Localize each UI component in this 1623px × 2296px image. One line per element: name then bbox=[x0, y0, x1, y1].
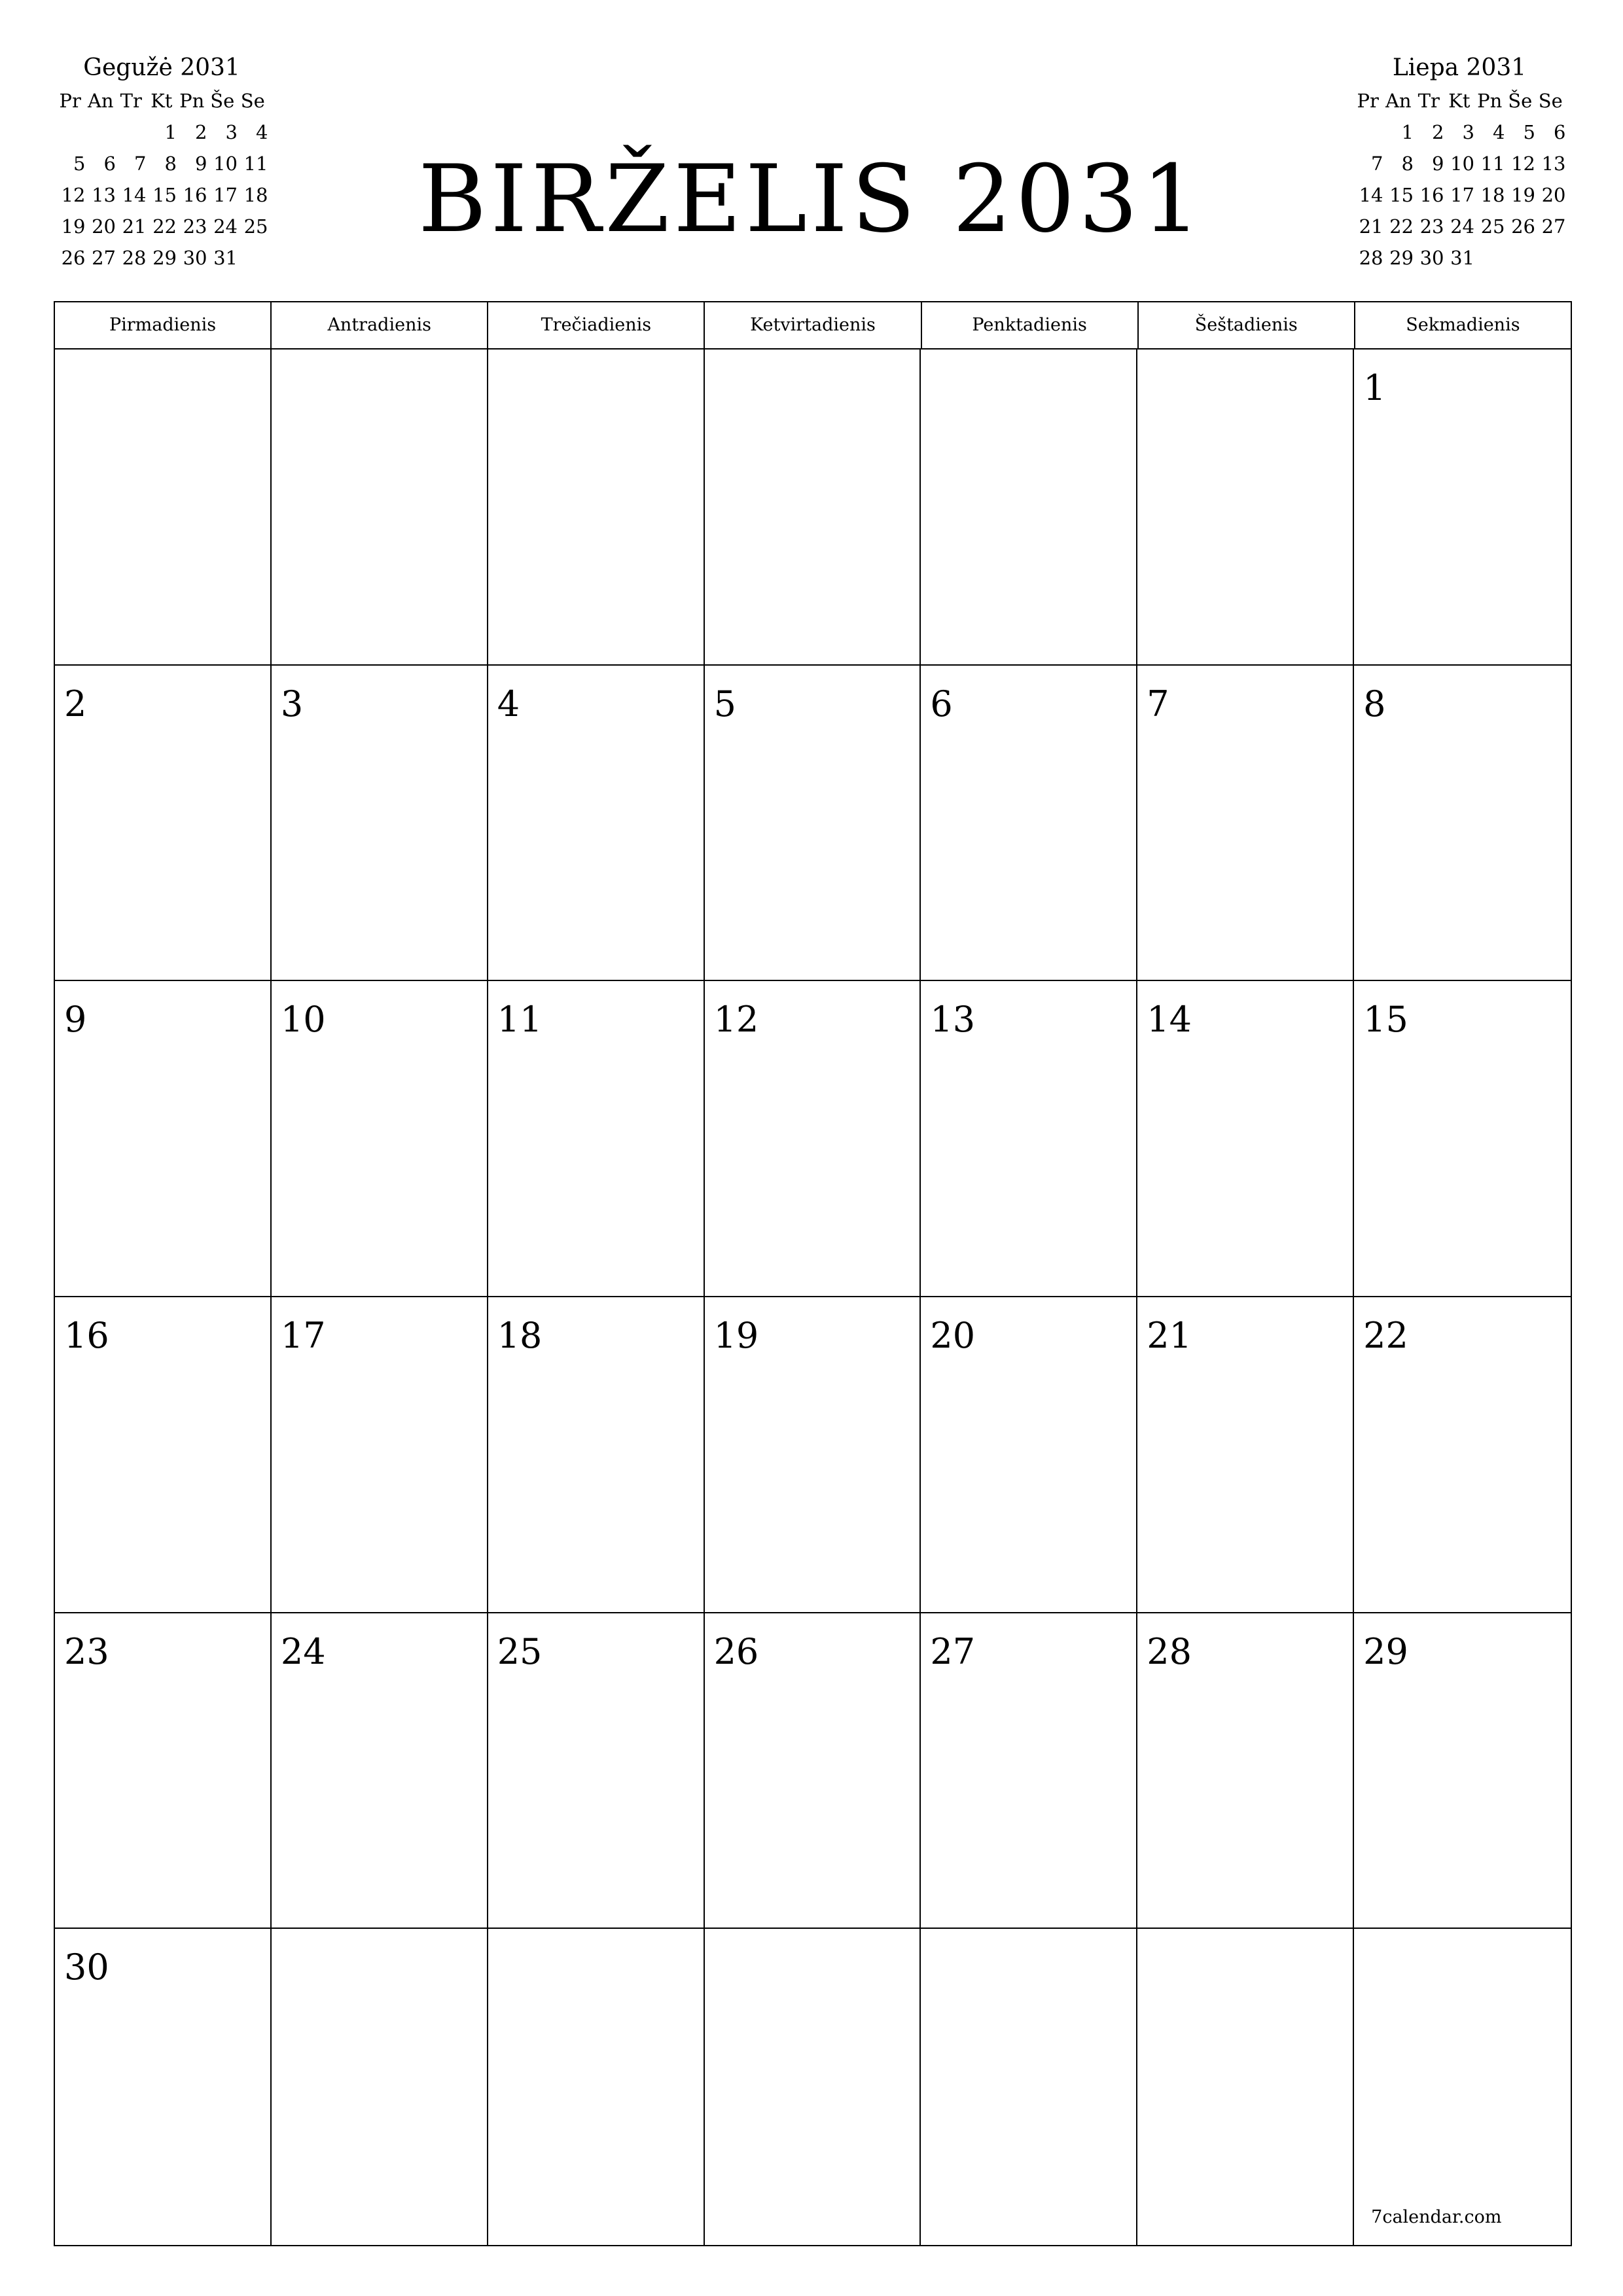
mini-day-number: 8 bbox=[1401, 152, 1414, 175]
day-cell[interactable] bbox=[488, 981, 705, 1297]
mini-day-number: 3 bbox=[225, 121, 238, 143]
weekday-header: Ketvirtadienis bbox=[705, 302, 921, 348]
mini-day-number: 31 bbox=[213, 247, 238, 269]
day-cell[interactable] bbox=[488, 350, 705, 666]
mini-day-number: 13 bbox=[1541, 152, 1566, 175]
mini-day-number: 31 bbox=[1450, 247, 1474, 269]
day-cell[interactable] bbox=[705, 350, 921, 666]
mini-day-number: 14 bbox=[1359, 184, 1383, 206]
mini-day-number: 28 bbox=[1359, 247, 1383, 269]
weekday-header: Trečiadienis bbox=[488, 302, 705, 348]
mini-day-number bbox=[1353, 117, 1383, 148]
day-number: 12 bbox=[713, 999, 759, 1041]
mini-weekday-label: Tr bbox=[1418, 90, 1440, 112]
mini-weekday-label: Tr bbox=[120, 90, 142, 112]
day-cell[interactable] bbox=[1137, 350, 1354, 666]
mini-day-number: 22 bbox=[152, 215, 177, 238]
mini-day-number: 26 bbox=[1511, 215, 1535, 238]
mini-day-number: 28 bbox=[122, 247, 147, 269]
day-cell[interactable] bbox=[55, 666, 272, 982]
day-number: 26 bbox=[713, 1630, 759, 1672]
day-cell[interactable] bbox=[272, 1297, 488, 1613]
mini-day-number: 4 bbox=[1493, 121, 1505, 143]
mini-day-number: 30 bbox=[183, 247, 207, 269]
mini-day-number: 21 bbox=[1359, 215, 1383, 238]
day-cell[interactable] bbox=[1354, 1297, 1571, 1613]
mini-day-number: 6 bbox=[103, 152, 116, 175]
mini-day-number: 27 bbox=[1541, 215, 1566, 238]
day-cell[interactable] bbox=[705, 666, 921, 982]
weeks-grid bbox=[55, 350, 1571, 2245]
mini-day-number: 5 bbox=[73, 152, 86, 175]
weekday-header: Pirmadienis bbox=[55, 302, 272, 348]
day-number: 18 bbox=[497, 1314, 543, 1356]
day-number: 19 bbox=[713, 1314, 759, 1356]
day-number: 10 bbox=[280, 999, 326, 1041]
day-number: 17 bbox=[280, 1314, 326, 1356]
mini-day-number: 9 bbox=[195, 152, 207, 175]
mini-day-number: 19 bbox=[61, 215, 86, 238]
mini-day-number: 25 bbox=[1480, 215, 1505, 238]
day-number: 25 bbox=[497, 1630, 543, 1672]
mini-day-number: 1 bbox=[1401, 121, 1414, 143]
day-cell[interactable] bbox=[705, 1613, 921, 1929]
day-cell[interactable] bbox=[1354, 1613, 1571, 1929]
day-number: 8 bbox=[1363, 683, 1386, 725]
day-number: 3 bbox=[280, 683, 304, 725]
day-number: 5 bbox=[713, 683, 736, 725]
mini-day-number: 17 bbox=[1450, 184, 1474, 206]
mini-weekday-label: Kt bbox=[151, 90, 173, 112]
weekday-header-row bbox=[55, 302, 1571, 350]
day-number: 2 bbox=[64, 683, 87, 725]
mini-day-number bbox=[1535, 242, 1566, 274]
mini-day-number: 15 bbox=[152, 184, 177, 206]
day-number: 28 bbox=[1147, 1630, 1192, 1672]
day-number: 14 bbox=[1147, 999, 1192, 1041]
mini-day-number: 6 bbox=[1554, 121, 1566, 143]
mini-day-number: 3 bbox=[1462, 121, 1474, 143]
mini-day-number: 24 bbox=[213, 215, 238, 238]
mini-day-number: 1 bbox=[164, 121, 177, 143]
mini-day-number: 15 bbox=[1389, 184, 1414, 206]
mini-day-number: 30 bbox=[1419, 247, 1444, 269]
day-cell[interactable] bbox=[272, 1929, 488, 2245]
day-cell[interactable] bbox=[921, 981, 1137, 1297]
weekday-header: Penktadienis bbox=[922, 302, 1139, 348]
day-cell[interactable] bbox=[272, 1613, 488, 1929]
day-cell[interactable] bbox=[921, 1613, 1137, 1929]
mini-day-number: 5 bbox=[1523, 121, 1535, 143]
mini-day-number: 27 bbox=[92, 247, 116, 269]
day-cell[interactable] bbox=[1137, 1929, 1354, 2245]
day-cell[interactable] bbox=[55, 350, 272, 666]
day-number: 27 bbox=[930, 1630, 976, 1672]
day-number: 6 bbox=[930, 683, 953, 725]
day-number: 1 bbox=[1363, 367, 1386, 408]
day-cell[interactable] bbox=[1354, 1929, 1571, 2245]
day-number: 7 bbox=[1147, 683, 1169, 725]
day-cell[interactable] bbox=[1137, 1613, 1354, 1929]
day-number: 22 bbox=[1363, 1314, 1408, 1356]
day-number: 21 bbox=[1147, 1314, 1192, 1356]
day-number: 16 bbox=[64, 1314, 109, 1356]
mini-calendar-title: Liepa 2031 bbox=[1392, 54, 1527, 81]
day-number: 4 bbox=[497, 683, 520, 725]
mini-weekday-label: Se bbox=[240, 90, 265, 112]
day-cell[interactable] bbox=[1354, 981, 1571, 1297]
mini-day-number: 10 bbox=[213, 152, 238, 175]
day-cell[interactable] bbox=[272, 350, 488, 666]
day-cell[interactable] bbox=[55, 1613, 272, 1929]
weekday-header: Šeštadienis bbox=[1139, 302, 1355, 348]
day-number: 20 bbox=[930, 1314, 976, 1356]
day-number: 24 bbox=[280, 1630, 326, 1672]
day-cell[interactable] bbox=[1354, 350, 1571, 666]
day-cell[interactable] bbox=[488, 666, 705, 982]
day-cell[interactable] bbox=[705, 981, 921, 1297]
mini-day-number bbox=[1505, 242, 1536, 274]
mini-day-number: 20 bbox=[92, 215, 116, 238]
mini-day-number: 10 bbox=[1450, 152, 1474, 175]
mini-day-number: 12 bbox=[1511, 152, 1535, 175]
mini-weekday-label: Pr bbox=[1357, 90, 1379, 112]
day-cell[interactable] bbox=[705, 1929, 921, 2245]
mini-day-number: 23 bbox=[1419, 215, 1444, 238]
mini-day-number: 16 bbox=[183, 184, 207, 206]
mini-day-number: 2 bbox=[195, 121, 207, 143]
day-cell[interactable] bbox=[921, 1297, 1137, 1613]
mini-calendar-next-month bbox=[1353, 51, 1566, 274]
day-cell[interactable] bbox=[921, 1929, 1137, 2245]
mini-day-number: 9 bbox=[1432, 152, 1444, 175]
mini-weekday-label: Še bbox=[210, 90, 235, 112]
mini-day-number: 16 bbox=[1419, 184, 1444, 206]
day-cell[interactable] bbox=[705, 1297, 921, 1613]
day-number: 30 bbox=[64, 1946, 109, 1988]
mini-weekday-label: An bbox=[1385, 90, 1412, 112]
mini-day-number: 18 bbox=[243, 184, 268, 206]
day-number: 11 bbox=[497, 999, 543, 1041]
day-cell[interactable] bbox=[488, 1613, 705, 1929]
day-number: 15 bbox=[1363, 999, 1408, 1041]
mini-day-number: 8 bbox=[164, 152, 177, 175]
mini-day-number: 2 bbox=[1432, 121, 1444, 143]
day-cell[interactable] bbox=[921, 666, 1137, 982]
weekday-header: Antradienis bbox=[272, 302, 488, 348]
day-cell[interactable] bbox=[55, 1297, 272, 1613]
day-cell[interactable] bbox=[1354, 666, 1571, 982]
mini-day-number: 26 bbox=[61, 247, 86, 269]
mini-day-number: 13 bbox=[92, 184, 116, 206]
mini-day-number bbox=[1474, 242, 1505, 274]
mini-day-number: 24 bbox=[1450, 215, 1474, 238]
day-cell[interactable] bbox=[272, 981, 488, 1297]
mini-day-number: 20 bbox=[1541, 184, 1566, 206]
mini-day-number: 29 bbox=[1389, 247, 1414, 269]
site-credit: 7calendar.com bbox=[1371, 2206, 1502, 2227]
day-cell[interactable] bbox=[1137, 666, 1354, 982]
mini-day-number: 21 bbox=[122, 215, 147, 238]
day-cell[interactable] bbox=[488, 1929, 705, 2245]
weekday-header: Sekmadienis bbox=[1406, 315, 1520, 335]
mini-calendar-grid bbox=[1353, 85, 1566, 274]
mini-weekday-label: Pn bbox=[179, 90, 205, 112]
mini-weekday-label: An bbox=[87, 90, 114, 112]
mini-day-number: 17 bbox=[213, 184, 238, 206]
mini-weekday-label: Pn bbox=[1477, 90, 1503, 112]
day-cell[interactable] bbox=[1137, 1297, 1354, 1613]
mini-day-number: 23 bbox=[183, 215, 207, 238]
page-title: BIRŽELIS 2031 bbox=[418, 145, 1205, 253]
month-grid bbox=[54, 301, 1572, 2246]
mini-day-number: 4 bbox=[256, 121, 268, 143]
mini-day-number: 7 bbox=[1371, 152, 1383, 175]
mini-day-number: 14 bbox=[122, 184, 147, 206]
mini-day-number: 22 bbox=[1389, 215, 1414, 238]
mini-calendar-title: Gegužė 2031 bbox=[83, 54, 240, 81]
mini-day-number: 25 bbox=[243, 215, 268, 238]
day-number: 13 bbox=[930, 999, 976, 1041]
mini-day-number: 18 bbox=[1480, 184, 1505, 206]
mini-day-number: 7 bbox=[134, 152, 147, 175]
day-cell[interactable] bbox=[55, 981, 272, 1297]
mini-day-number: 19 bbox=[1511, 184, 1535, 206]
day-number: 29 bbox=[1363, 1630, 1408, 1672]
mini-weekday-label: Se bbox=[1538, 90, 1563, 112]
mini-day-number: 11 bbox=[1480, 152, 1505, 175]
day-cell[interactable] bbox=[1137, 981, 1354, 1297]
mini-day-number: 12 bbox=[61, 184, 86, 206]
day-cell[interactable] bbox=[272, 666, 488, 982]
day-number: 9 bbox=[64, 999, 87, 1041]
mini-day-number: 11 bbox=[243, 152, 268, 175]
day-cell[interactable] bbox=[488, 1297, 705, 1613]
day-number: 23 bbox=[64, 1630, 109, 1672]
day-cell[interactable] bbox=[921, 350, 1137, 666]
mini-day-number: 29 bbox=[152, 247, 177, 269]
mini-weekday-label: Še bbox=[1508, 90, 1533, 112]
day-cell[interactable] bbox=[55, 1929, 272, 2245]
mini-weekday-label: Pr bbox=[59, 90, 81, 112]
mini-weekday-label: Kt bbox=[1448, 90, 1471, 112]
